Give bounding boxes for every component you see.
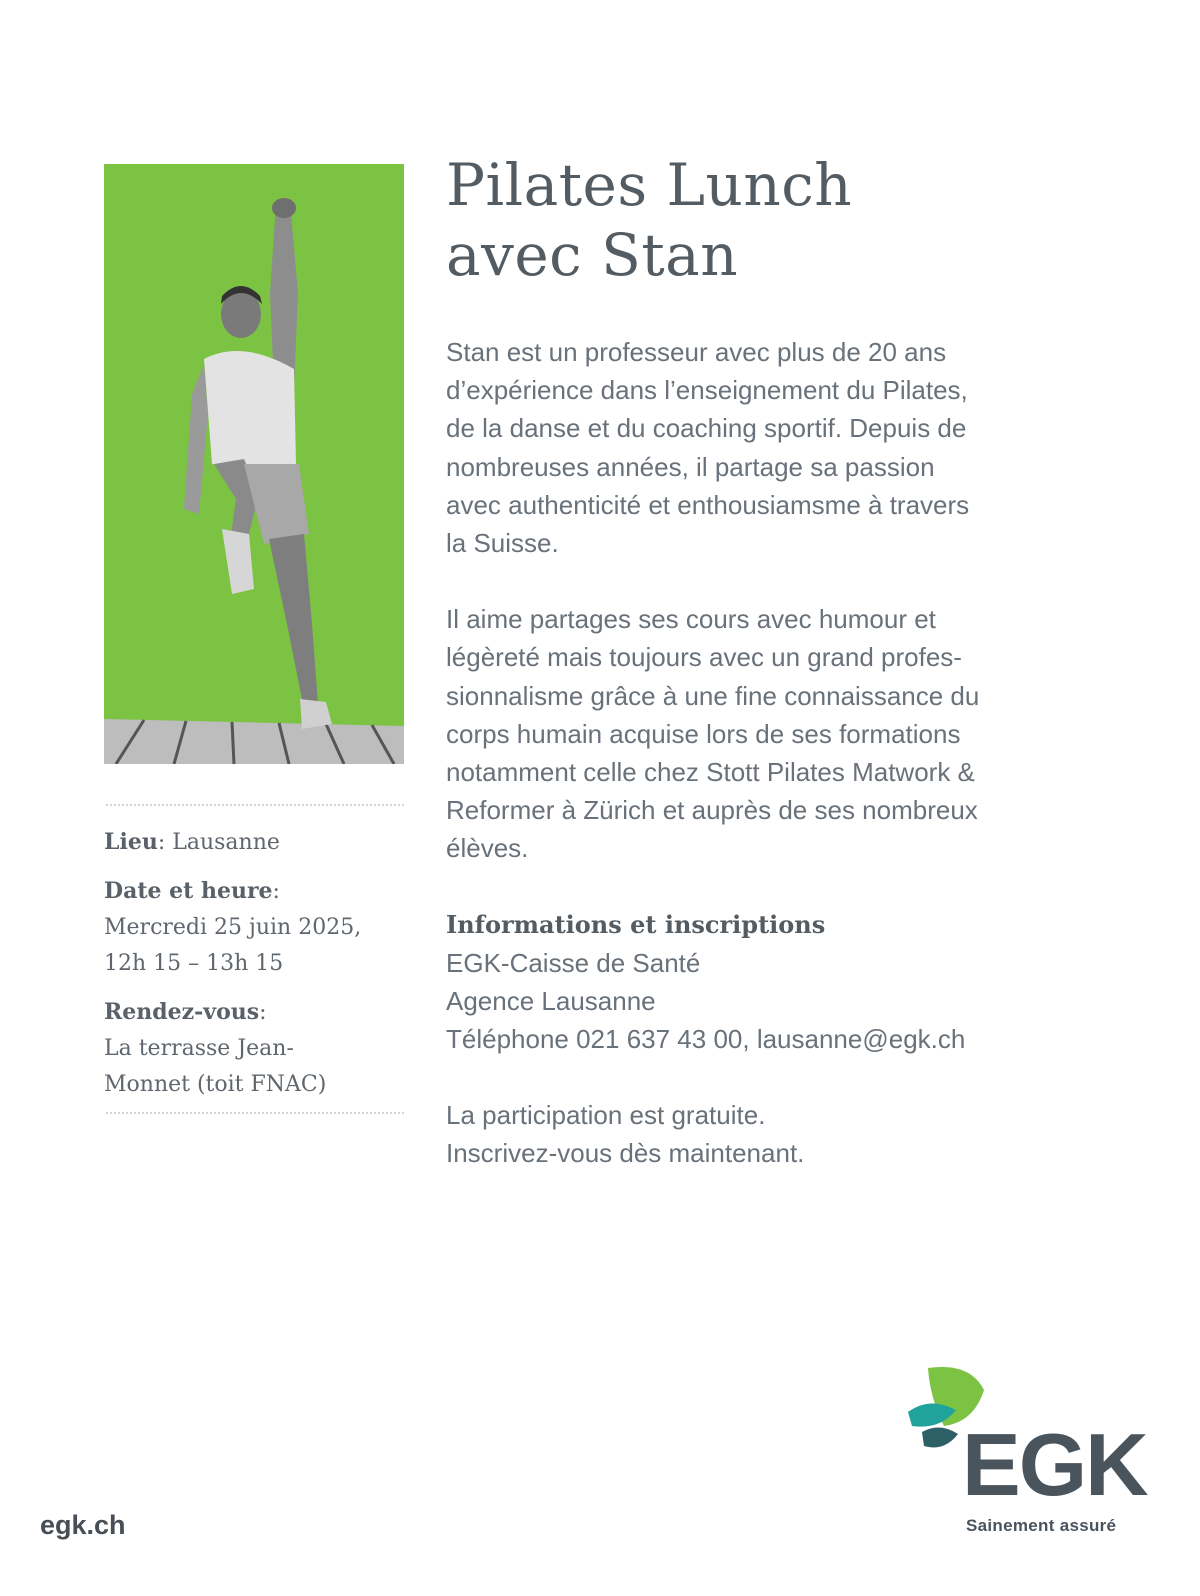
event-details	[104, 824, 404, 1115]
datetime-value: Mercredi 25 juin 2025, 12h 15 – 13h 15	[104, 915, 362, 976]
meeting-block	[104, 994, 404, 1103]
paragraph-bio: Stan est un professeur avec plus de 20 ans d’expérience dans l’enseignement du Pilates, de la danse et du coaching sportif. Depuis de nombreuses années, il partage sa passion avec authenticité et enthousiamsme à travers la Suisse.	[446, 337, 970, 559]
meeting-label: Rendez-vous	[104, 999, 260, 1025]
location-value: Lausanne	[172, 830, 280, 855]
logo-wordmark: EGK	[962, 1415, 1147, 1514]
location-block	[104, 824, 404, 861]
info-agency: Agence Lausanne	[446, 985, 656, 1016]
description	[446, 333, 1086, 1173]
colon: :	[272, 879, 280, 904]
title-line-2: avec Stan	[446, 221, 739, 289]
deck-floor	[104, 719, 404, 764]
info-contact: Téléphone 021 637 43 00, lausanne@egk.ch	[446, 1024, 966, 1055]
cta-register: Inscrivez-vous dès maintenant.	[446, 1138, 805, 1169]
colon: :	[157, 830, 173, 855]
logo-tagline: Sainement assuré	[966, 1516, 1117, 1535]
info-org: EGK-Caisse de Santé	[446, 947, 701, 978]
divider-bottom	[106, 1112, 404, 1114]
title-line-1: Pilates Lunch	[446, 151, 853, 219]
page-title	[446, 150, 1006, 290]
cta-block	[446, 1096, 1086, 1172]
egk-logo	[900, 1360, 1170, 1550]
location-label: Lieu	[104, 829, 158, 855]
meeting-value: La terrasse Jean- Monnet (toit FNAC)	[104, 1036, 327, 1097]
dancer-figure	[184, 198, 332, 729]
colon: :	[259, 1000, 267, 1025]
info-heading: Informations et inscriptions	[446, 909, 826, 939]
cta-free: La participation est gratuite.	[446, 1100, 766, 1131]
dancer-illustration	[104, 164, 404, 764]
divider-top	[106, 804, 404, 806]
paragraph-teaching: Il aime partages ses cours avec humour et légèreté mais toujours avec un grand profes- sionnalisme grâce à une fine connaissance du corps humain acquise lors de ses formations notamment celle chez Stott Pilates Matwork & Reformer à Zürich et auprès de ses nombreux élèves.	[446, 604, 980, 864]
website-link[interactable]: egk.ch	[40, 1510, 126, 1540]
info-block	[446, 906, 1086, 1059]
datetime-label: Date et heure	[104, 878, 273, 904]
datetime-block	[104, 873, 404, 982]
instructor-photo	[104, 164, 404, 764]
